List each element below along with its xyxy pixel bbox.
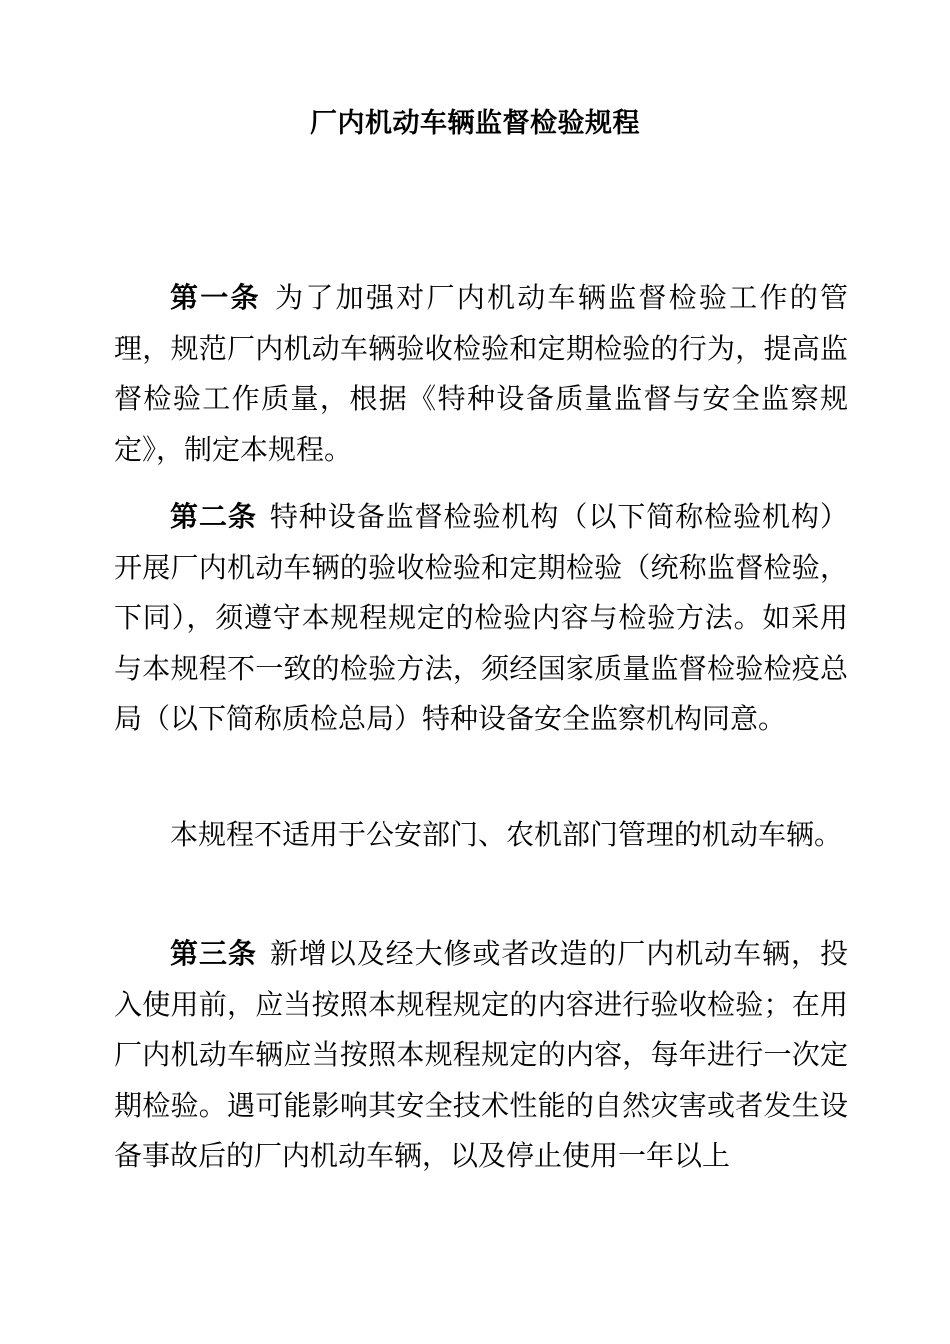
article-text-2: 特种设备监督检验机构（以下简称检验机构）开展厂内机动车辆的验收检验和定期检验（统称监督检验，下同），须遵守本规程规定的检验内容与检验方法。如采用与本规程不一致的检验方法，须经国家质量监督检验检疫总局（以下简称质检总局）特种设备安全监察机构同意。 [114, 500, 848, 735]
scope-text: 本规程不适用于公安部门、农机部门管理的机动车辆。 [170, 818, 843, 851]
article-text-1: 为了加强对厂内机动车辆监督检验工作的管理，规范厂内机动车辆验收检验和定期检验的行为，提高监督检验工作质量，根据《特种设备质量监督与安全监察规定》，制定本规程。 [114, 281, 848, 466]
document-title: 厂内机动车辆监督检验规程 [310, 108, 640, 139]
article-label-1: 第一条 [170, 281, 261, 314]
article-paragraph-3 [114, 929, 848, 1182]
article-text-3: 新增以及经大修或者改造的厂内机动车辆，投入使用前，应当按照本规程规定的内容进行验收检验；在用厂内机动车辆应当按照本规程规定的内容，每年进行一次定期检验。遇可能影响其安全技术性能的自然灾害或者发生设备事故后的厂内机动车辆，以及停止使用一年以上 [114, 937, 848, 1172]
scope-paragraph [114, 810, 848, 861]
article-label-2: 第二条 [170, 500, 257, 533]
article-paragraph-1 [114, 273, 848, 475]
article-paragraph-2 [114, 492, 848, 745]
article-label-3: 第三条 [170, 937, 257, 970]
